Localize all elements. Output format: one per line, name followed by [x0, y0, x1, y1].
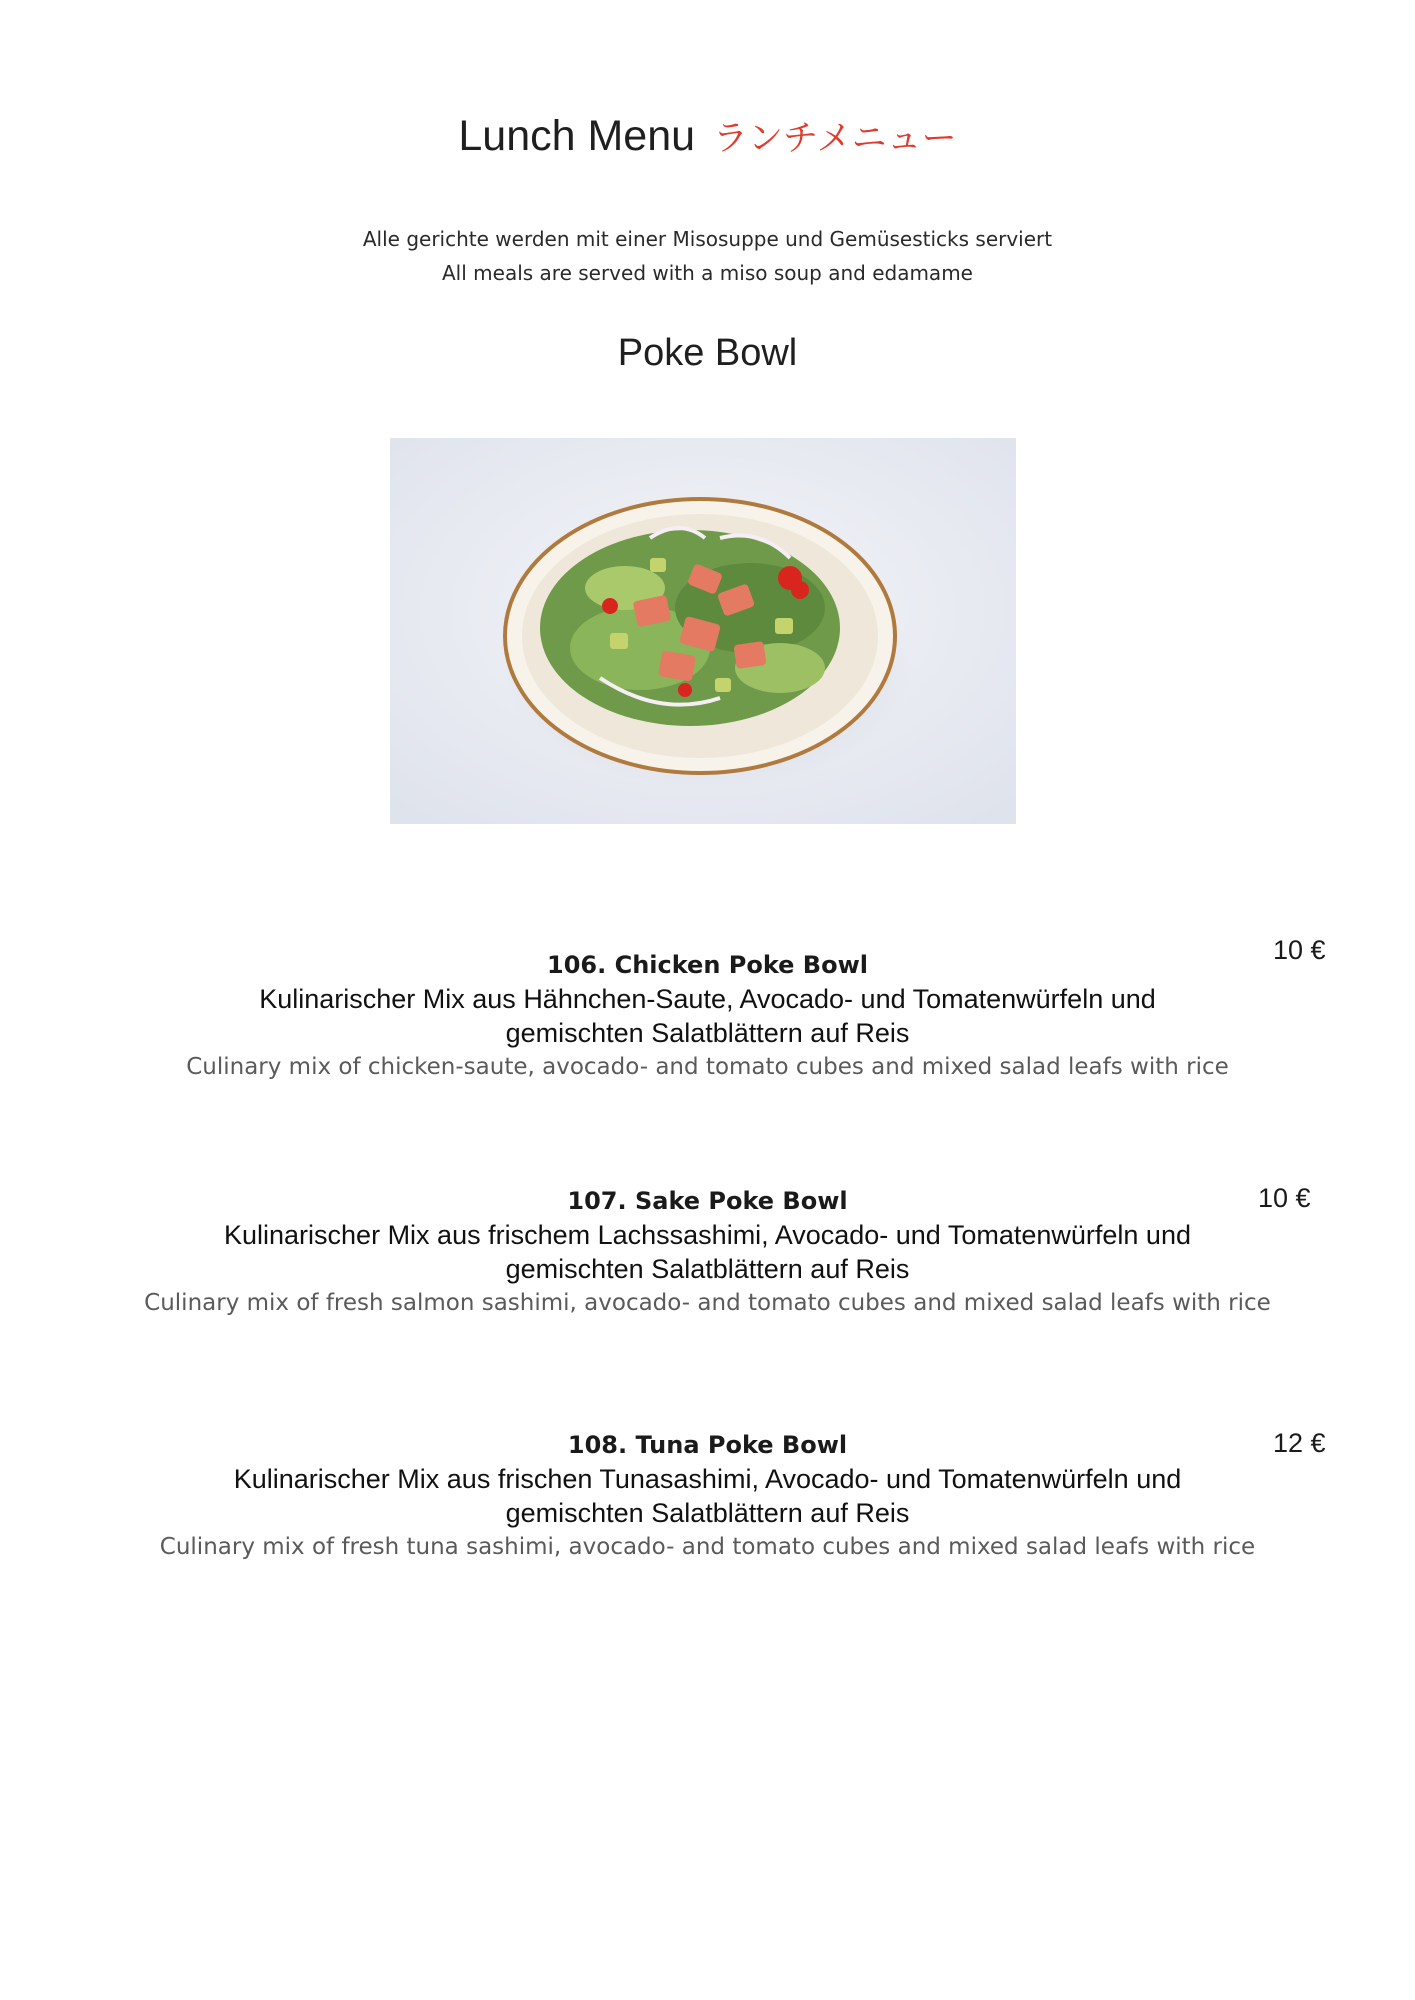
- title-japanese: ランチメニュー: [713, 119, 957, 159]
- item-description-de: Kulinarischer Mix aus Hähnchen-Saute, Avocado- und Tomatenwürfeln und: [259, 984, 1156, 1014]
- intro-note: [0, 222, 1415, 290]
- item-description-en: Culinary mix of fresh salmon sashimi, avocado- and tomato cubes and mixed salad leafs with rice: [144, 1290, 1271, 1316]
- intro-line-en: All meals are served with a miso soup and edamame: [442, 261, 973, 285]
- item-description-de-2: gemischten Salatblättern auf Reis: [505, 1018, 910, 1048]
- item-price-106: 10 €: [1273, 935, 1326, 965]
- item-description-de-2: gemischten Salatblättern auf Reis: [505, 1254, 910, 1284]
- item-description-de: Kulinarischer Mix aus frischem Lachssashimi, Avocado- und Tomatenwürfeln und: [224, 1220, 1191, 1250]
- item-description-de: Kulinarischer Mix aus frischen Tunasashimi, Avocado- und Tomatenwürfeln und: [233, 1464, 1182, 1494]
- item-description-en: Culinary mix of chicken-saute, avocado- and tomato cubes and mixed salad leafs with rice: [186, 1054, 1229, 1080]
- menu-item-108: [0, 1428, 1415, 1564]
- poke-bowl-photo: [390, 438, 1016, 824]
- item-description-de-2: gemischten Salatblättern auf Reis: [505, 1498, 910, 1528]
- title-text: Lunch Menu: [458, 112, 696, 160]
- page-title: [0, 110, 1415, 165]
- section-title: Poke Bowl: [617, 332, 798, 374]
- item-name: 106. Chicken Poke Bowl: [547, 951, 868, 979]
- menu-item-106: [0, 948, 1415, 1084]
- intro-line-de: Alle gerichte werden mit einer Misosuppe und Gemüsesticks serviert: [362, 227, 1053, 251]
- item-name: 108. Tuna Poke Bowl: [567, 1431, 848, 1459]
- item-price-108: 12 €: [1273, 1428, 1326, 1458]
- item-description-en: Culinary mix of fresh tuna sashimi, avocado- and tomato cubes and mixed salad leafs with rice: [159, 1534, 1256, 1560]
- item-name: 107. Sake Poke Bowl: [567, 1187, 848, 1215]
- poke-bowl-illustration: [390, 438, 1016, 824]
- menu-item-107: [0, 1184, 1415, 1320]
- item-price-107: 10 €: [1258, 1183, 1311, 1213]
